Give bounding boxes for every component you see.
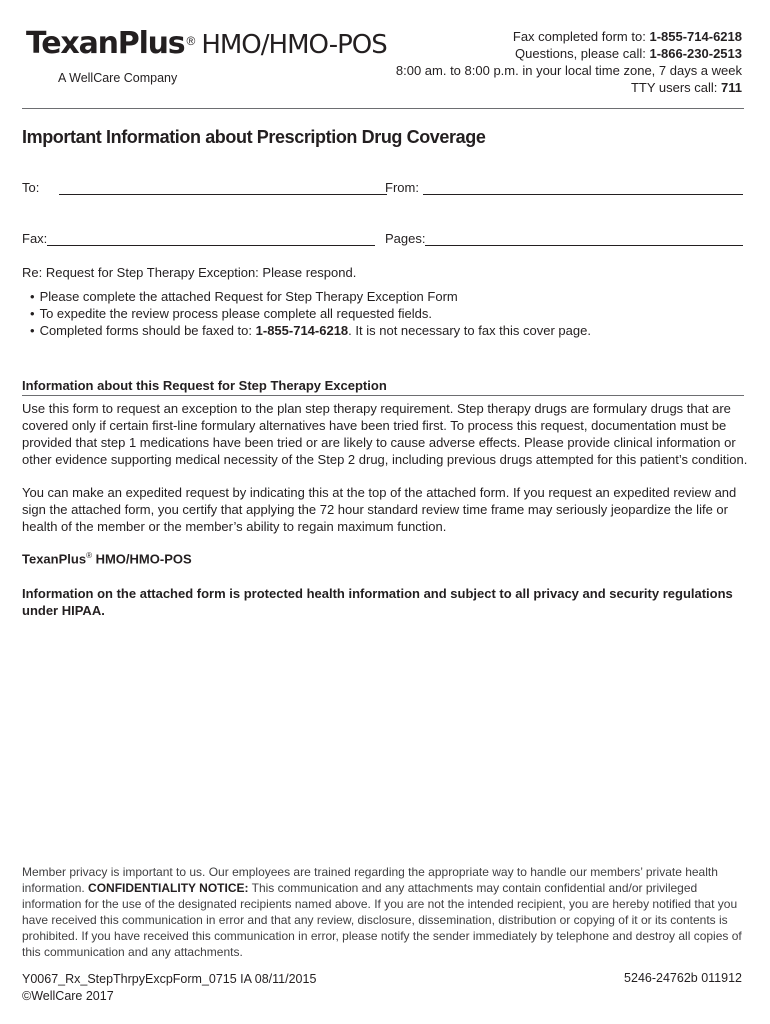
to-field[interactable] — [22, 180, 387, 195]
pages-blank[interactable] — [425, 233, 743, 246]
tty-line — [396, 79, 742, 96]
to-label: To: — [22, 180, 40, 195]
plan-line-registered: ® — [86, 551, 92, 560]
notice-intro: Member privacy is important to us. Our employees are trained regarding the appropriate way to handle our members’ private health information. — [22, 865, 718, 895]
fax-field[interactable] — [22, 231, 375, 246]
questions-number: 1-866-230-2513 — [649, 46, 742, 61]
brand-name: TexanPlus — [26, 26, 185, 61]
questions-label: Questions, please call: — [515, 46, 646, 61]
fax-line — [396, 28, 742, 45]
header-divider — [22, 108, 744, 109]
tty-number: 711 — [721, 80, 742, 95]
questions-line — [396, 45, 742, 62]
fax-number: 1-855-714-6218 — [649, 29, 742, 44]
plan-line-brand: TexanPlus — [22, 551, 87, 567]
list-item: • To expedite the review process please complete all requested fields. — [30, 305, 591, 322]
footer-left — [22, 971, 316, 1005]
confidentiality-notice — [22, 864, 748, 960]
tty-label: TTY users call: — [630, 80, 718, 95]
fax-instruction-number: 1-855-714-6218 — [255, 323, 349, 338]
doc-number: 5246-24762b 011912 — [624, 971, 742, 985]
plan-line — [22, 551, 192, 566]
registered-mark: ® — [186, 34, 196, 48]
fax-field-label: Fax: — [22, 231, 48, 246]
pages-label: Pages: — [385, 231, 426, 246]
page-title: Important Information about Prescription Drug Coverage — [22, 127, 486, 147]
section-divider — [22, 395, 744, 396]
copyright: ©WellCare 2017 — [22, 989, 114, 1003]
list-item: • Please complete the attached Request for Step Therapy Exception Form — [30, 288, 591, 305]
list-item — [30, 322, 591, 339]
re-line: Re: Request for Step Therapy Exception: Please respond. — [22, 265, 357, 280]
plan-name: HMO/HMO-POS — [201, 30, 387, 60]
fax-label: Fax completed form to: — [512, 29, 646, 44]
fax-instruction: Completed forms should be faxed to: — [39, 323, 253, 338]
fax-blank[interactable] — [47, 233, 375, 246]
form-code: Y0067_Rx_StepThrpyExcpForm_0715 IA 08/11/2015 — [22, 972, 317, 986]
hipaa-statement: Information on the attached form is protected health information and subject to all privacy and security regulations under HIPAA. — [22, 586, 733, 618]
pages-field[interactable] — [385, 231, 743, 246]
from-field[interactable] — [385, 180, 743, 195]
company-tagline: A WellCare Company — [58, 71, 178, 85]
notice-label: CONFIDENTIALITY NOTICE: — [88, 881, 249, 895]
from-blank[interactable] — [423, 182, 743, 195]
fax-instruction-suffix: . It is not necessary to fax this cover page. — [348, 323, 591, 338]
hours-line: 8:00 am. to 8:00 p.m. in your local time zone, 7 days a week — [395, 63, 742, 78]
expedited-paragraph: You can make an expedited request by indicating this at the top of the attached form. If you request an expedited review and sign the attached form, you certify that applying the 72 hour standard review time frame may seriously jeopardize the life or health of the member or the member’s ability to regain maximum function. — [22, 485, 737, 534]
plan-line-name: HMO/HMO-POS — [95, 551, 192, 567]
instruction-list — [30, 288, 591, 339]
contact-block — [396, 28, 742, 96]
logo — [26, 26, 387, 61]
to-blank[interactable] — [59, 182, 387, 195]
step-therapy-paragraph: Use this form to request an exception to the plan step therapy requirement. Step therapy drugs are formulary drugs that are covered only if certain first-line formulary alternatives have been tried first. To process this request, documentation must be provided that step 1 medications have been tried or are likely to cause adverse effects. Please provide clinical information or other evidence supporting medical necessity of the Step 2 drug, including previous drugs attempted for this patient’s condition. — [22, 401, 748, 467]
section-heading: Information about this Request for Step Therapy Exception — [22, 378, 387, 393]
notice-body: This communication and any attachments may contain confidential and/or privileged information for the use of the designated recipients named above. If you are not the intended recipient, you are hereby notified that you have received this communication in error and that any review, disclosure, dissemination, distribution or copying of it or its contents is prohibited. If you have received this communication in error, please notify the sender immediately by telephone and destroy all copies of this communication and any attachments. — [22, 881, 742, 959]
from-label: From: — [385, 180, 419, 195]
